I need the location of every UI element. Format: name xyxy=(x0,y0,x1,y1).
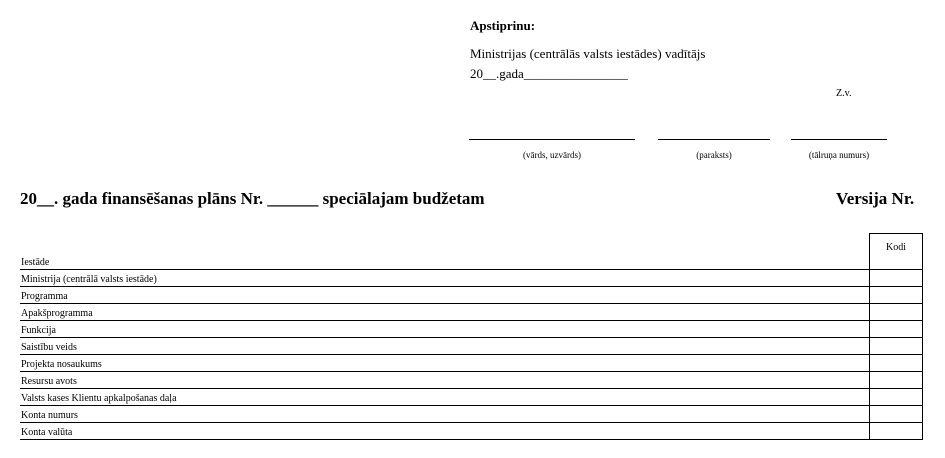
table-row xyxy=(20,355,923,372)
table-row xyxy=(20,304,923,321)
code-cell xyxy=(869,338,923,354)
approval-block xyxy=(470,18,930,84)
code-cell xyxy=(869,321,923,337)
name-signature-line xyxy=(469,139,635,140)
table-row xyxy=(20,338,923,355)
code-cell xyxy=(869,253,923,269)
code-cell xyxy=(869,406,923,422)
approval-title: Apstiprinu: xyxy=(470,18,536,33)
plan-heading: 20__. gada finansēšanas plāns Nr. ______ speciālajam budžetam xyxy=(20,189,485,208)
code-cell xyxy=(869,304,923,320)
row-label: Konta valūta xyxy=(21,427,73,438)
signature-label: (paraksts) xyxy=(696,150,732,160)
approval-position: Ministrijas (centrālās valsts iestādes) vadītājs xyxy=(470,46,706,61)
table-row xyxy=(20,287,923,304)
row-label: Funkcija xyxy=(21,325,56,336)
code-cell xyxy=(869,287,923,303)
table-row xyxy=(20,321,923,338)
row-label: Valsts kases Klientu apkalpošanas daļa xyxy=(21,393,177,404)
row-label: Konta numurs xyxy=(21,410,78,421)
code-cell xyxy=(869,423,923,439)
table-row xyxy=(20,253,923,270)
phone-label: (tālruņa numurs) xyxy=(808,150,870,160)
classification-table xyxy=(20,253,923,440)
phone-line xyxy=(791,139,887,140)
row-label: Projekta nosaukums xyxy=(21,359,102,370)
codes-column-header xyxy=(869,233,923,253)
code-cell xyxy=(869,389,923,405)
code-cell xyxy=(869,372,923,388)
table-row xyxy=(20,270,923,287)
table-row xyxy=(20,372,923,389)
row-label: Saistību veids xyxy=(21,342,77,353)
version-label: Versija Nr. xyxy=(836,189,915,208)
code-cell xyxy=(869,270,923,286)
signature-line xyxy=(658,139,770,140)
row-label: Ministrija (centrālā valsts iestāde) xyxy=(21,274,157,285)
code-cell xyxy=(869,355,923,371)
row-label: Apakšprogramma xyxy=(21,308,93,319)
name-label: (vārds, uzvārds) xyxy=(523,150,581,160)
table-row xyxy=(20,406,923,423)
table-row xyxy=(20,389,923,406)
row-label: Resursu avots xyxy=(21,376,77,387)
row-label: Programma xyxy=(21,291,68,302)
table-row xyxy=(20,423,923,440)
codes-header-label: Kodi xyxy=(886,242,906,253)
approval-date: 20__.gada________________ xyxy=(470,66,628,81)
stamp-label: Z.v. xyxy=(836,88,852,99)
row-label: Iestāde xyxy=(21,257,50,268)
